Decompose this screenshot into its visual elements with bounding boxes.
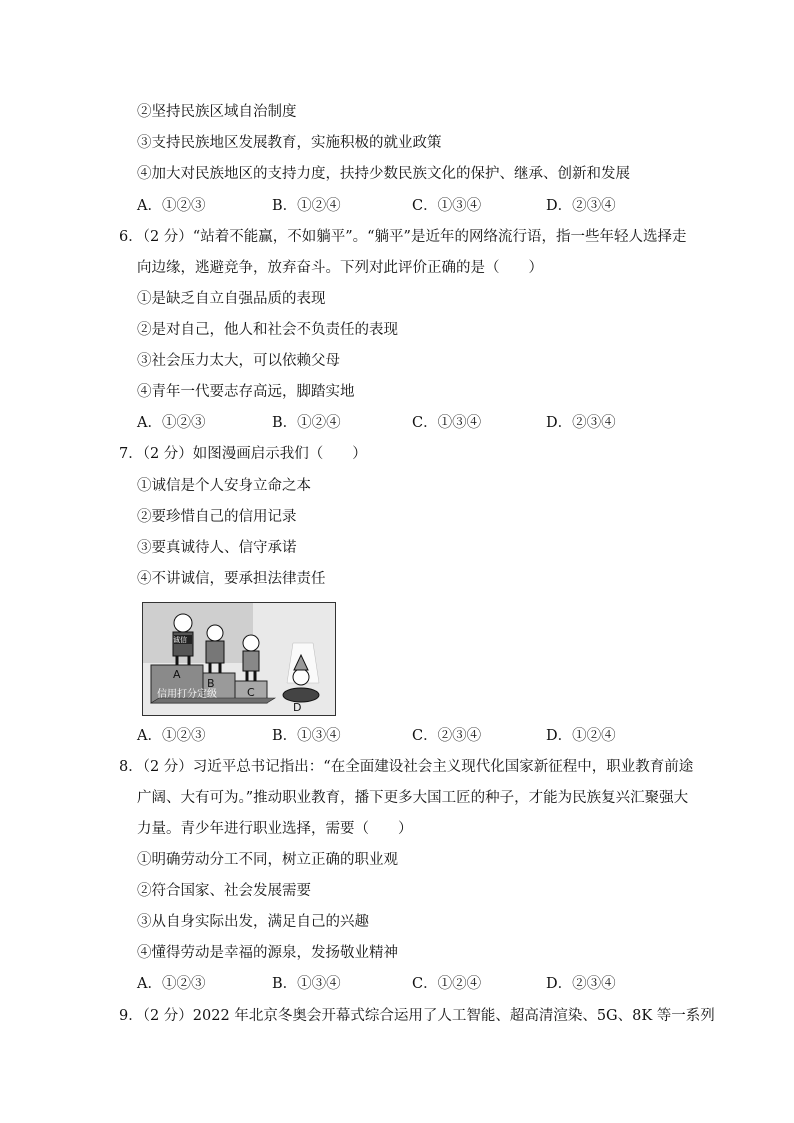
q6-item-1: ①是缺乏自立自强品质的表现 bbox=[137, 291, 326, 307]
cartoon-sign-text: 诚信 bbox=[173, 636, 187, 644]
q6-item-2: ②是对自己，他人和社会不负责任的表现 bbox=[137, 322, 398, 338]
q5-item-4: ④加大对民族地区的支持力度，扶持少数民族文化的保护、继承、创新和发展 bbox=[137, 166, 630, 182]
q6-stem-line1: 6．（2 分）“站着不能赢，不如躺平”。“躺平”是近年的网络流行语，指一些年轻人选择走 bbox=[119, 229, 687, 245]
q6-option-b: B．①②④ bbox=[272, 415, 341, 431]
q9-stem-line1: 9．（2 分）2022 年北京冬奥会开幕式综合运用了人工智能、超高清渲染、5G、8K 等一系列 bbox=[119, 1008, 715, 1024]
cartoon-caption: 信用打分定级 bbox=[157, 689, 217, 700]
q5-option-c: C．①③④ bbox=[412, 198, 482, 214]
q7-item-4: ④不讲诚信，要承担法律责任 bbox=[137, 571, 326, 587]
q8-option-c: C．①②④ bbox=[412, 976, 482, 992]
q8-item-1: ①明确劳动分工不同，树立正确的职业观 bbox=[137, 852, 398, 868]
credit-rating-cartoon bbox=[142, 602, 336, 716]
q8-item-2: ②符合国家、社会发展需要 bbox=[137, 883, 311, 899]
q6-option-a: A．①②③ bbox=[137, 415, 206, 431]
q6-item-3: ③社会压力太大，可以依赖父母 bbox=[137, 353, 340, 369]
q8-item-4: ④懂得劳动是幸福的源泉，发扬敬业精神 bbox=[137, 945, 398, 961]
q5-item-3: ③支持民族地区发展教育，实施积极的就业政策 bbox=[137, 135, 442, 151]
q6-stem-line2: 向边缘，逃避竞争，放弃奋斗。下列对此评价正确的是（ ） bbox=[137, 260, 543, 276]
q8-stem-line1: 8．（2 分）习近平总书记指出：“在全面建设社会主义现代化国家新征程中，职业教育前途 bbox=[119, 759, 694, 775]
q5-option-d: D．②③④ bbox=[546, 198, 616, 214]
q7-option-b: B．①③④ bbox=[272, 728, 341, 744]
q6-option-d: D．②③④ bbox=[546, 415, 616, 431]
q8-option-d: D．②③④ bbox=[546, 976, 616, 992]
q7-item-1: ①诚信是个人安身立命之本 bbox=[137, 478, 311, 494]
step-label-d: D bbox=[293, 701, 302, 714]
q8-stem-line2: 广阔、大有可为。”推动职业教育，播下更多大国工匠的种子，才能为民族复兴汇聚强大 bbox=[137, 790, 689, 806]
q7-option-d: D．①②④ bbox=[546, 728, 616, 744]
q6-item-4: ④青年一代要志存高远，脚踏实地 bbox=[137, 384, 355, 400]
step-label-c: C bbox=[247, 686, 255, 699]
q5-option-b: B．①②④ bbox=[272, 198, 341, 214]
q7-item-2: ②要珍惜自己的信用记录 bbox=[137, 509, 297, 525]
cartoon-drawing bbox=[143, 603, 335, 715]
q6-option-c: C．①③④ bbox=[412, 415, 482, 431]
q8-item-3: ③从自身实际出发，满足自己的兴趣 bbox=[137, 914, 369, 930]
q8-option-b: B．①③④ bbox=[272, 976, 341, 992]
step-label-b: B bbox=[207, 677, 215, 690]
q5-option-a: A．①②③ bbox=[137, 198, 206, 214]
q7-stem: 7．（2 分）如图漫画启示我们（ ） bbox=[119, 446, 367, 462]
q8-option-a: A．①②③ bbox=[137, 976, 206, 992]
q7-option-a: A．①②③ bbox=[137, 728, 206, 744]
step-label-a: A bbox=[173, 668, 181, 681]
q7-item-3: ③要真诚待人、信守承诺 bbox=[137, 540, 297, 556]
q5-item-2: ②坚持民族区域自治制度 bbox=[137, 104, 297, 120]
q8-stem-line3: 力量。青少年进行职业选择，需要（ ） bbox=[137, 821, 413, 837]
q7-option-c: C．②③④ bbox=[412, 728, 482, 744]
